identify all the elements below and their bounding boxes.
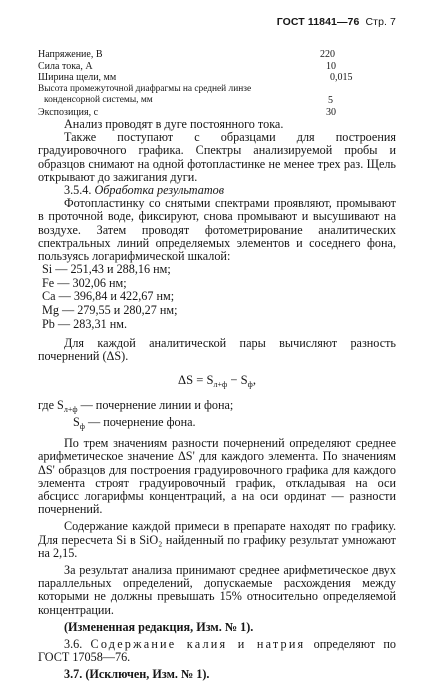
param-label: Экспозиция, с (38, 106, 99, 118)
spectral-line: Mg — 279,55 и 280,27 нм; (42, 303, 178, 318)
param-label: Сила тока, А (38, 60, 93, 72)
standard-number: ГОСТ 11841—76 (276, 16, 360, 28)
param-row (38, 49, 378, 61)
section-3-6: 3.6. Содержание калия и натрия определяют по ГОСТ 17058—76. (38, 637, 396, 665)
paragraph-result: За результат анализа принимают среднее арифметическое двух параллельных определений, допускаемые расхождения между которыми не должны превышать 15% относительно определяемой концентрации. (38, 563, 396, 617)
spectral-line: Pb — 283,31 нм. (42, 316, 127, 331)
formula-legend-1: где $S_{л+ф}$ — почернение линии и фона; (38, 397, 234, 414)
paragraph-arc: Анализ проводят в дуге постоянного тока. (64, 117, 284, 131)
param-label-continued: конденсорной системы, мм (44, 95, 153, 105)
spectral-line: Fe — 302,06 нм; (42, 275, 127, 290)
spectral-line: Ca — 396,84 и 422,67 нм; (42, 289, 175, 304)
param-label: Высота промежуточной диафрагмы на средней линзе (38, 83, 252, 94)
page-header (277, 16, 396, 28)
edition-note: (Измененная редакция, Изм. № 1). (64, 619, 254, 634)
section-title: Обработка результатов (94, 183, 225, 198)
param-value: 10 (326, 60, 336, 72)
page-number: Стр. 7 (365, 16, 396, 28)
paragraph-processing: Фотопластинку со снятыми спектрами проявляют, промывают в проточной воде, фиксируют, снова промывают и высушивают на воздухе. Затем проводят фотометрирование аналитических спектральных линий определяемых элементов и соседнего фона, пользуясь логарифмической шкалой: (38, 196, 396, 264)
parameters-list (38, 49, 378, 118)
param-value: 5 (328, 95, 333, 106)
paragraph-mean: По трем значениям разности почернений определяют среднее арифметическое значение ΔS' для каждого элемента. По значениям ΔS' образцов для построения градуировочного графика для каждого элемента строят градуировочный график, откладывая на оси абсцисс логарифмы концентраций, а на оси ординат — разности почернений. (38, 436, 396, 517)
param-label: Ширина щели, мм (38, 72, 117, 83)
formula-legend-2: $S_ф$ — почернение фона. (73, 415, 196, 432)
paragraph-content: Содержание каждой примеси в препарате находят по графику. Для пересчета Si в SiO₂ найденный по графику результат умножают на 2,15. (38, 519, 396, 560)
param-label: Напряжение, В (38, 49, 103, 60)
param-row (38, 84, 378, 96)
param-value: 30 (326, 106, 336, 118)
spectral-lines-list (42, 263, 396, 331)
body-text (38, 118, 396, 682)
paragraph-difference: Для каждой аналитической пары вычисляют разность почернений (ΔS). (38, 336, 396, 364)
param-row (38, 61, 378, 73)
param-value: 0,015 (330, 72, 353, 83)
section-number: 3.5.4. (64, 183, 92, 198)
formula: $\Delta S = S_{л+ф} - S_ф$, (178, 372, 256, 389)
paragraph-calibration: Также поступают с образцами для построения градуировочного графика. Спектры анализируемой пробы и образцов снимают на одной фотопластинке не менее трех раз. Щель открывают до зажигания дуги. (38, 130, 396, 184)
param-row (38, 72, 378, 84)
section-3-7: 3.7. (Исключен, Изм. № 1). (64, 667, 210, 682)
param-value: 220 (320, 49, 335, 60)
spectral-line: Si — 251,43 и 288,16 нм; (42, 262, 171, 277)
param-row (38, 95, 378, 107)
